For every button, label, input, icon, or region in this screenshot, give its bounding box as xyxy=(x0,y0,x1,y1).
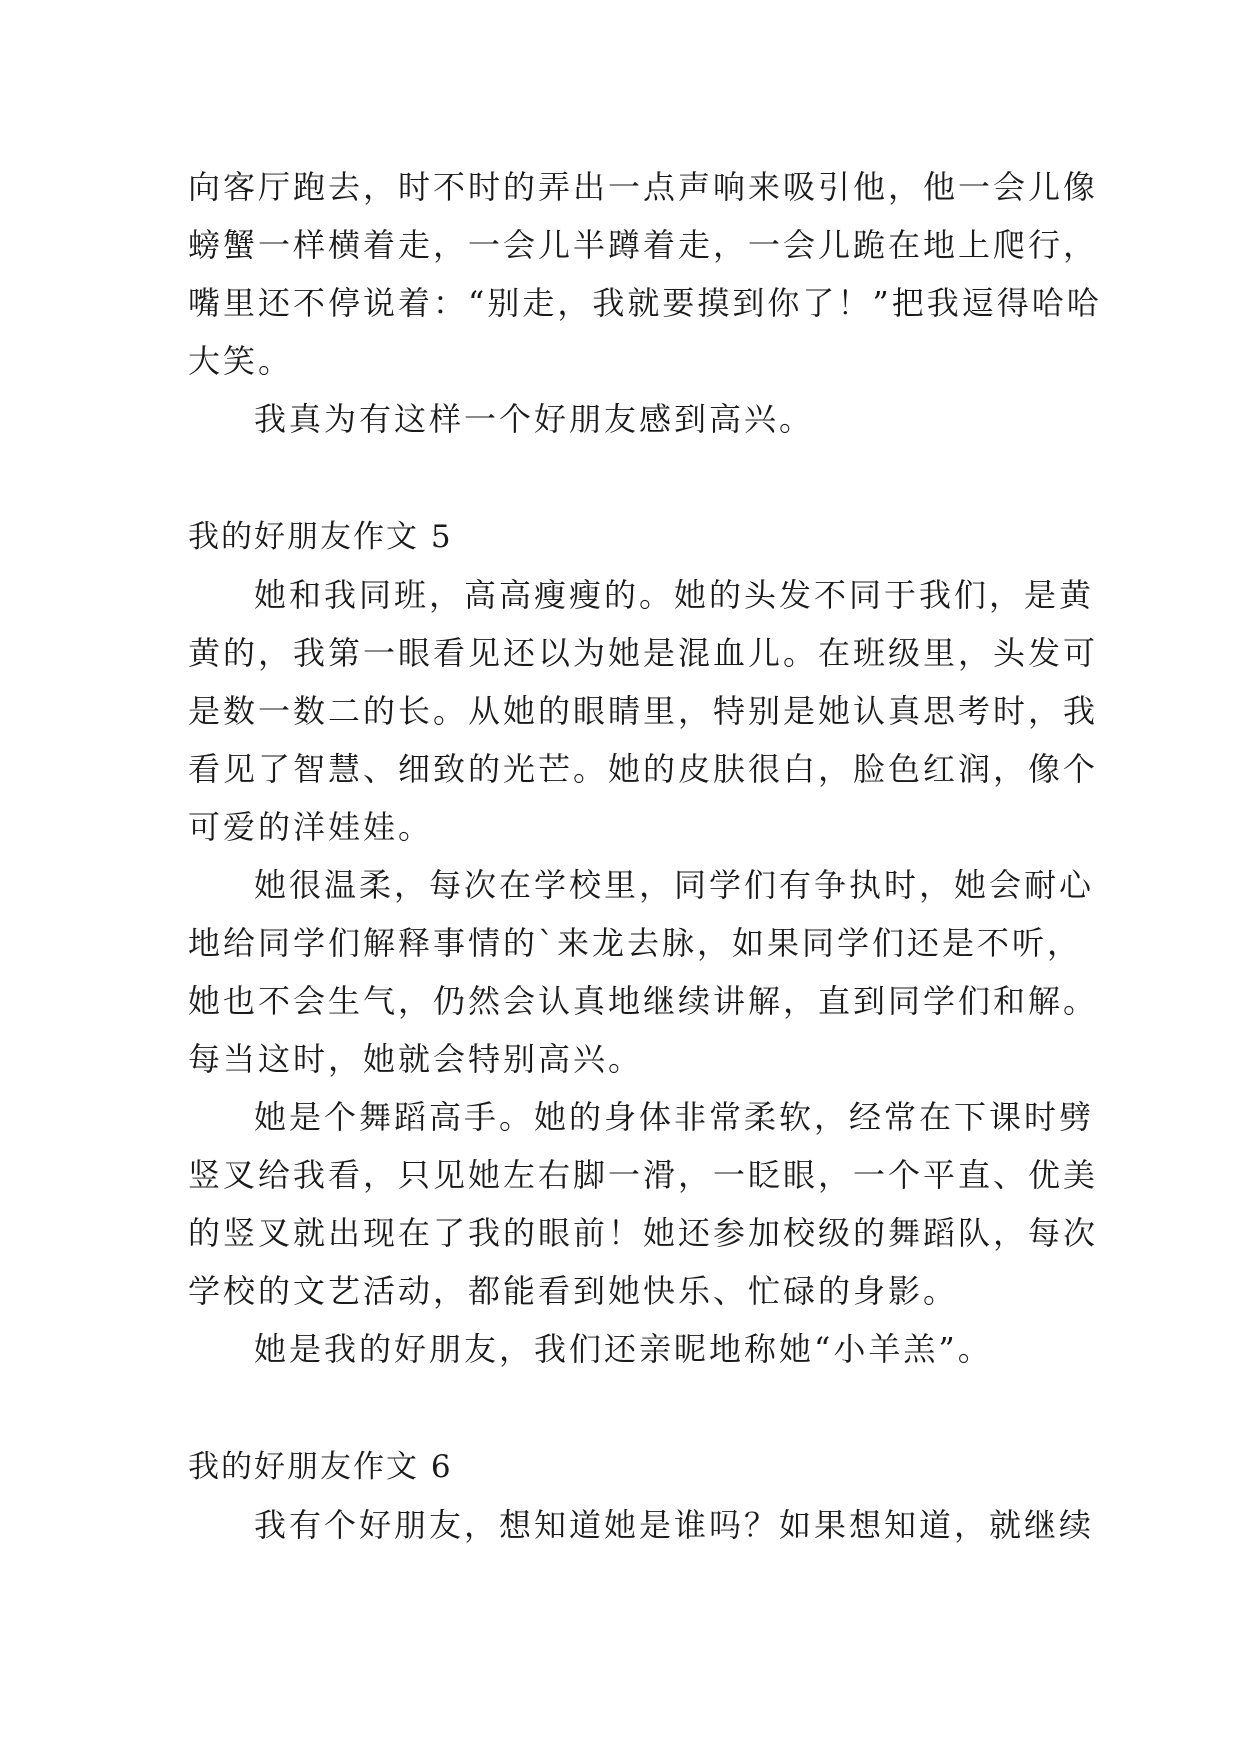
paragraph xyxy=(188,566,1099,856)
text-line: 我真为有这样一个好朋友感到高兴。 xyxy=(254,400,815,438)
text-line: 我有个好朋友，想知道她是谁吗？如果想知道，就继续 xyxy=(254,1506,1095,1544)
text-line: 黄的，我第一眼看见还以为她是混血儿。在班级里，头发可 xyxy=(188,634,1099,672)
text-line: 她很温柔，每次在学校里，同学们有争执时，她会耐心 xyxy=(254,866,1095,904)
section-title: 我的好朋友作文 6 xyxy=(188,1449,453,1485)
paragraph xyxy=(188,1088,1099,1320)
text-line: 学校的文艺活动，都能看到她快乐、忙碌的身影。 xyxy=(188,1272,959,1310)
section-essay-6 xyxy=(188,1438,1095,1554)
text-line: 她也不会生气，仍然会认真地继续讲解，直到同学们和解。 xyxy=(188,982,1099,1020)
text-line: 嘴里还不停说着：“别走，我就要摸到你了！”把我逗得哈哈 xyxy=(188,284,1102,322)
paragraph-intro xyxy=(188,158,1102,390)
text-line: 向客厅跑去，时不时的弄出一点声响来吸引他，他一会儿像 xyxy=(188,168,1099,206)
text-line: 的竖叉就出现在了我的眼前！她还参加校级的舞蹈队，每次 xyxy=(188,1214,1099,1252)
paragraph xyxy=(188,1496,1095,1554)
paragraph-closing xyxy=(188,390,1068,448)
paragraph xyxy=(188,856,1099,1088)
text-line: 可爱的洋娃娃。 xyxy=(188,808,434,846)
text-line: 地给同学们解释事情的`来龙去脉，如果同学们还是不听， xyxy=(188,924,1083,962)
section-gap xyxy=(188,1378,1068,1438)
text-line: 螃蟹一样横着走，一会儿半蹲着走，一会儿跪在地上爬行， xyxy=(188,226,1099,264)
text-line: 竖叉给我看，只见她左右脚一滑，一眨眼，一个平直、优美 xyxy=(188,1156,1099,1194)
text-line: 她是我的好朋友，我们还亲昵地称她“小羊羔”。 xyxy=(254,1330,993,1368)
section-gap xyxy=(188,448,1068,508)
text-line: 她是个舞蹈高手。她的身体非常柔软，经常在下课时劈 xyxy=(254,1098,1095,1136)
text-line: 她和我同班，高高瘦瘦的。她的头发不同于我们，是黄 xyxy=(254,576,1095,614)
text-line: 大笑。 xyxy=(188,342,294,380)
text-line: 每当这时，她就会特别高兴。 xyxy=(188,1040,644,1078)
text-line: 看见了智慧、细致的光芒。她的皮肤很白，脸色红润，像个 xyxy=(188,750,1099,788)
section-essay-5 xyxy=(188,508,1099,1378)
document-page xyxy=(188,158,1102,1554)
section-title: 我的好朋友作文 5 xyxy=(188,519,453,555)
paragraph xyxy=(188,1320,1068,1378)
text-line: 是数一数二的长。从她的眼睛里，特别是她认真思考时，我 xyxy=(188,692,1099,730)
